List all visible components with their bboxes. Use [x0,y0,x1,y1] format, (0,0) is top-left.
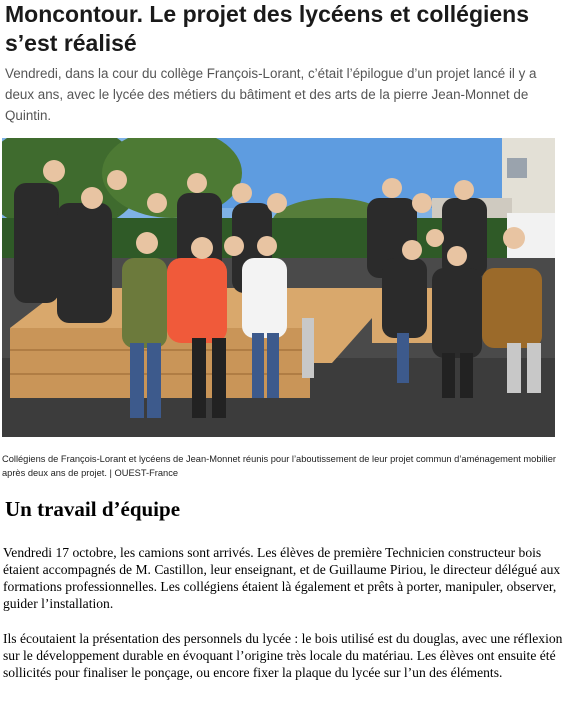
article-paragraph: Ils écoutaient la présentation des personnels du lycée : le bois utilisé est du douglas, avec une réflexion sur le développement durable en évoquant l’origine très locale du matériau. Les élèves ont ensuite été sollicités pour finaliser le ponçage, ou encore fixer la plaque du lycée sur l’un des éléments. [3,631,563,680]
article-paragraph: Vendredi 17 octobre, les camions sont arrivés. Les élèves de première Technicien constructeur bois étaient accompagnés de M. Castillon, leur enseignant, et de Guillaume Piriou, le directeur délégué aux formations professionnelles. Les collégiens étaient là également et prêts à porter, manipuler, observer, guider l’installation. [3,545,561,611]
article-lede: Vendredi, dans la cour du collège François-Lorant, c’était l’épilogue d’un projet lancé il y a deux ans, avec le lycée des métiers du bâtiment et des arts de la pierre Jean-Monnet de Quintin. [5,66,537,123]
photo-caption: Collégiens de François-Lorant et lycéens de Jean-Monnet réunis pour l’aboutissement de leur projet commun d’aménagement mobilier après deux ans de projet. | OUEST-France [2,454,556,478]
section-subheading: Un travail d’équipe [5,497,181,521]
article-photo [2,138,555,437]
article-headline: Moncontour. Le projet des lycéens et collégiens s’est réalisé [5,1,530,56]
